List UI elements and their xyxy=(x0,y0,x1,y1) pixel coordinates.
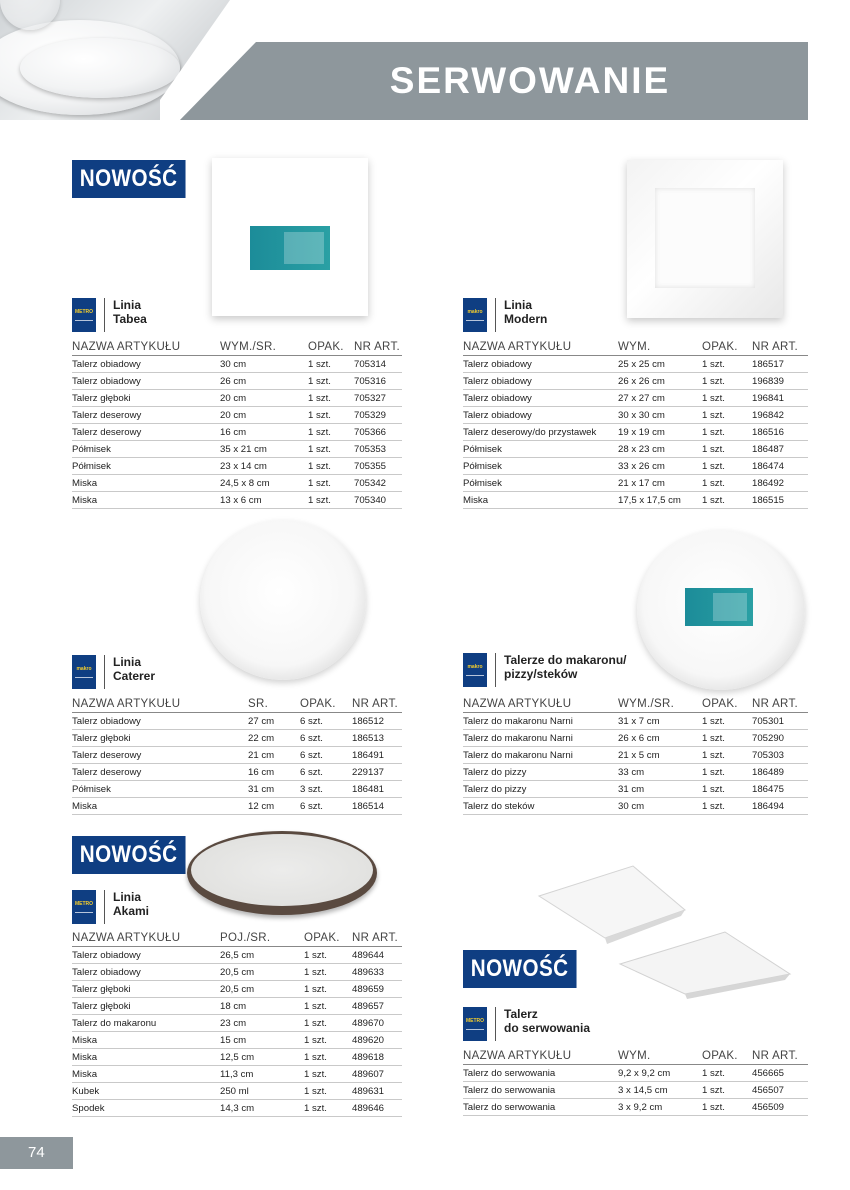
table-cell: 705355 xyxy=(354,460,387,472)
table-cell: 1 szt. xyxy=(308,358,331,370)
product-table-caterer xyxy=(72,695,402,815)
table-cell: 6 szt. xyxy=(300,732,323,744)
column-header: OPAK. xyxy=(308,340,344,353)
line-header-akami: METRO Linia Akami xyxy=(72,890,149,924)
table-cell: 186516 xyxy=(752,426,785,438)
table-cell: 12 cm xyxy=(248,800,275,812)
table-row xyxy=(72,713,402,730)
table-cell: Talerz do makaronu xyxy=(72,1017,157,1029)
makro-logo: makro xyxy=(463,298,487,332)
table-cell: 186481 xyxy=(352,783,385,795)
table-cell: 1 szt. xyxy=(304,1051,327,1063)
table-cell: 456507 xyxy=(752,1084,785,1096)
table-cell: 489644 xyxy=(352,949,385,961)
table-cell: 456509 xyxy=(752,1101,785,1113)
table-row xyxy=(72,407,402,424)
table-cell: Talerz do makaronu Narni xyxy=(463,732,573,744)
table-row xyxy=(72,441,402,458)
product-table-serving xyxy=(463,1047,808,1116)
table-row xyxy=(72,964,402,981)
column-header: NR ART. xyxy=(752,697,798,710)
table-header xyxy=(463,338,808,356)
table-cell: Talerz obiadowy xyxy=(463,375,532,387)
table-cell: 705301 xyxy=(752,715,785,727)
column-header: NAZWA ARTYKUŁU xyxy=(72,931,181,944)
table-row xyxy=(463,424,808,441)
table-cell: 1 szt. xyxy=(702,715,725,727)
table-row xyxy=(72,1032,402,1049)
table-cell: 6 szt. xyxy=(300,800,323,812)
table-header xyxy=(72,695,402,713)
table-cell: 186489 xyxy=(752,766,785,778)
line-header-tabea: METRO Linia Tabea xyxy=(72,298,147,332)
makro-logo: makro xyxy=(463,653,487,687)
table-cell: Kubek xyxy=(72,1085,100,1097)
table-cell: 1 szt. xyxy=(308,426,331,438)
table-cell: 1 szt. xyxy=(702,1101,725,1113)
column-header: OPAK. xyxy=(304,931,340,944)
column-header: NAZWA ARTYKUŁU xyxy=(72,697,181,710)
table-cell: 19 x 19 cm xyxy=(618,426,665,438)
table-cell: Miska xyxy=(463,494,489,506)
product-table-modern xyxy=(463,338,808,509)
table-row xyxy=(72,492,402,509)
table-header xyxy=(463,695,808,713)
table-cell: 186512 xyxy=(352,715,385,727)
table-cell: 1 szt. xyxy=(304,966,327,978)
table-cell: 186474 xyxy=(752,460,785,472)
product-label-image xyxy=(685,588,753,626)
column-header: NAZWA ARTYKUŁU xyxy=(463,697,572,710)
table-cell: 1 szt. xyxy=(304,983,327,995)
table-cell: Miska xyxy=(72,477,98,489)
page-number: 74 xyxy=(0,1137,73,1169)
table-row xyxy=(72,1049,402,1066)
table-cell: 1 szt. xyxy=(304,949,327,961)
table-cell: 26 cm xyxy=(220,375,247,387)
table-cell: Talerz do pizzy xyxy=(463,766,527,778)
column-header: NAZWA ARTYKUŁU xyxy=(463,340,572,353)
table-row xyxy=(463,1099,808,1116)
table-cell: 1 szt. xyxy=(702,409,725,421)
column-header: WYM. xyxy=(618,340,651,353)
table-cell: 22 cm xyxy=(248,732,275,744)
column-header: NR ART. xyxy=(354,340,400,353)
table-cell: Półmisek xyxy=(72,783,111,795)
table-row xyxy=(72,475,402,492)
table-header xyxy=(72,929,402,947)
table-cell: 31 cm xyxy=(618,783,645,795)
column-header: WYM./ŚR. xyxy=(220,340,277,353)
table-cell: 186514 xyxy=(352,800,385,812)
table-cell: Półmisek xyxy=(72,460,111,472)
table-cell: 489657 xyxy=(352,1000,385,1012)
table-cell: 1 szt. xyxy=(304,1000,327,1012)
table-row xyxy=(463,441,808,458)
table-row xyxy=(463,730,808,747)
column-header: OPAK. xyxy=(300,697,336,710)
table-cell: 3 x 14,5 cm xyxy=(618,1084,668,1096)
table-cell: Półmisek xyxy=(463,443,502,455)
table-cell: Talerz do serwowania xyxy=(463,1101,556,1113)
table-cell: 489631 xyxy=(352,1085,385,1097)
table-cell: 21 x 17 cm xyxy=(618,477,665,489)
table-cell: 26 x 26 cm xyxy=(618,375,665,387)
table-cell: Talerz deserowy xyxy=(72,749,142,761)
column-header: NR ART. xyxy=(352,931,398,944)
table-cell: 489646 xyxy=(352,1102,385,1114)
table-cell: 489659 xyxy=(352,983,385,995)
table-cell: 6 szt. xyxy=(300,715,323,727)
column-header: NAZWA ARTYKUŁU xyxy=(72,340,181,353)
table-cell: 250 ml xyxy=(220,1085,249,1097)
new-badge: NOWOŚĆ xyxy=(72,836,185,874)
table-cell: Talerz deserowy xyxy=(72,426,142,438)
table-cell: 186487 xyxy=(752,443,785,455)
table-cell: Talerz głęboki xyxy=(72,732,131,744)
line-header-caterer: makro Linia Caterer xyxy=(72,655,155,689)
table-cell: 30 x 30 cm xyxy=(618,409,665,421)
column-header: NR ART. xyxy=(752,1049,798,1062)
serving-plate-large xyxy=(620,932,790,994)
table-cell: 1 szt. xyxy=(702,766,725,778)
table-cell: 489670 xyxy=(352,1017,385,1029)
table-cell: Półmisek xyxy=(463,477,502,489)
table-cell: 9,2 x 9,2 cm xyxy=(618,1067,671,1079)
table-cell: Talerz deserowy/do przystawek xyxy=(463,426,597,438)
table-cell: 3 szt. xyxy=(300,783,323,795)
table-cell: 705327 xyxy=(354,392,387,404)
table-cell: 186491 xyxy=(352,749,385,761)
table-row xyxy=(463,781,808,798)
table-cell: 28 x 23 cm xyxy=(618,443,665,455)
table-cell: Miska xyxy=(72,494,98,506)
plate-image xyxy=(20,38,180,98)
product-label-image xyxy=(250,226,330,270)
table-cell: 30 cm xyxy=(618,800,645,812)
column-header: POJ./ŚR. xyxy=(220,931,271,944)
table-cell: 21 cm xyxy=(248,749,275,761)
table-cell: 1 szt. xyxy=(702,783,725,795)
table-cell: Talerz do serwowania xyxy=(463,1084,556,1096)
table-cell: 705342 xyxy=(354,477,387,489)
table-row xyxy=(72,356,402,373)
table-cell: 1 szt. xyxy=(702,1084,725,1096)
table-cell: 489633 xyxy=(352,966,385,978)
metro-logo: METRO xyxy=(72,298,96,332)
table-cell: 1 szt. xyxy=(702,732,725,744)
table-row xyxy=(463,390,808,407)
table-cell: 1 szt. xyxy=(304,1068,327,1080)
table-cell: Talerz głęboki xyxy=(72,392,131,404)
table-cell: 23 x 14 cm xyxy=(220,460,267,472)
table-cell: 33 cm xyxy=(618,766,645,778)
table-row xyxy=(72,390,402,407)
table-cell: 17,5 x 17,5 cm xyxy=(618,494,681,506)
table-cell: 1 szt. xyxy=(702,443,725,455)
page-title: SERWOWANIE xyxy=(389,60,671,101)
product-image-modern xyxy=(627,160,783,318)
table-cell: 186475 xyxy=(752,783,785,795)
table-cell: 196842 xyxy=(752,409,785,421)
table-cell: 489607 xyxy=(352,1068,385,1080)
table-cell: 705290 xyxy=(752,732,785,744)
table-cell: 1 szt. xyxy=(304,1034,327,1046)
table-row xyxy=(463,407,808,424)
table-cell: 1 szt. xyxy=(702,426,725,438)
table-row xyxy=(72,1083,402,1100)
table-cell: 6 szt. xyxy=(300,749,323,761)
table-cell: 16 cm xyxy=(248,766,275,778)
table-cell: 705353 xyxy=(354,443,387,455)
table-cell: 20,5 cm xyxy=(220,983,255,995)
table-cell: 1 szt. xyxy=(308,460,331,472)
table-cell: 1 szt. xyxy=(702,358,725,370)
table-cell: Miska xyxy=(72,1051,98,1063)
table-cell: Talerz obiadowy xyxy=(72,358,141,370)
line-header-modern: makro Linia Modern xyxy=(463,298,547,332)
line-header-pasta: makro Talerze do makaronu/ pizzy/steków xyxy=(463,653,626,687)
table-row xyxy=(463,373,808,390)
table-cell: 27 x 27 cm xyxy=(618,392,665,404)
table-cell: 1 szt. xyxy=(308,392,331,404)
table-cell: 705314 xyxy=(354,358,387,370)
table-cell: 23 cm xyxy=(220,1017,247,1029)
table-cell: Talerz do pizzy xyxy=(463,783,527,795)
table-row xyxy=(463,1065,808,1082)
table-cell: 186494 xyxy=(752,800,785,812)
column-header: NR ART. xyxy=(752,340,798,353)
table-cell: Talerz obiadowy xyxy=(72,715,141,727)
column-header: WYM./ŚR. xyxy=(618,697,675,710)
metro-logo: METRO xyxy=(463,1007,487,1041)
table-row xyxy=(72,798,402,815)
table-cell: Talerz obiadowy xyxy=(463,409,532,421)
table-cell: 705329 xyxy=(354,409,387,421)
table-cell: Talerz głęboki xyxy=(72,983,131,995)
product-table-akami xyxy=(72,929,402,1117)
table-cell: 26 x 6 cm xyxy=(618,732,660,744)
product-table-pasta xyxy=(463,695,808,815)
table-row xyxy=(72,947,402,964)
table-row xyxy=(463,458,808,475)
table-cell: 21 x 5 cm xyxy=(618,749,660,761)
table-row xyxy=(72,373,402,390)
table-cell: 489618 xyxy=(352,1051,385,1063)
table-row xyxy=(463,764,808,781)
table-cell: 705340 xyxy=(354,494,387,506)
column-header: NAZWA ARTYKUŁU xyxy=(463,1049,572,1062)
column-header: NR ART. xyxy=(352,697,398,710)
table-row xyxy=(72,764,402,781)
table-cell: 186513 xyxy=(352,732,385,744)
table-cell: 31 cm xyxy=(248,783,275,795)
table-row xyxy=(72,998,402,1015)
table-cell: 20 cm xyxy=(220,392,247,404)
table-cell: 31 x 7 cm xyxy=(618,715,660,727)
table-cell: 705303 xyxy=(752,749,785,761)
table-cell: 35 x 21 cm xyxy=(220,443,267,455)
table-cell: 20 cm xyxy=(220,409,247,421)
table-cell: Talerz obiadowy xyxy=(72,949,141,961)
table-cell: 1 szt. xyxy=(702,749,725,761)
table-cell: 196841 xyxy=(752,392,785,404)
table-cell: 705316 xyxy=(354,375,387,387)
new-badge: NOWOŚĆ xyxy=(463,950,576,988)
table-cell: 20,5 cm xyxy=(220,966,255,978)
table-cell: 1 szt. xyxy=(304,1017,327,1029)
table-cell: 1 szt. xyxy=(702,375,725,387)
table-cell: 1 szt. xyxy=(702,477,725,489)
table-row xyxy=(463,747,808,764)
column-header: OPAK. xyxy=(702,697,738,710)
table-cell: 33 x 26 cm xyxy=(618,460,665,472)
table-cell: 489620 xyxy=(352,1034,385,1046)
table-cell: 1 szt. xyxy=(308,477,331,489)
table-cell: Talerz deserowy xyxy=(72,766,142,778)
table-cell: Półmisek xyxy=(72,443,111,455)
table-row xyxy=(463,1082,808,1099)
table-cell: 6 szt. xyxy=(300,766,323,778)
table-cell: 456665 xyxy=(752,1067,785,1079)
table-cell: 25 x 25 cm xyxy=(618,358,665,370)
table-cell: 18 cm xyxy=(220,1000,247,1012)
table-cell: 1 szt. xyxy=(308,494,331,506)
table-row xyxy=(72,424,402,441)
table-row xyxy=(72,1015,402,1032)
product-image-akami xyxy=(187,831,377,915)
table-cell: 186515 xyxy=(752,494,785,506)
table-cell: Talerz deserowy xyxy=(72,409,142,421)
table-cell: 186517 xyxy=(752,358,785,370)
table-cell: 3 x 9,2 cm xyxy=(618,1101,663,1113)
table-row xyxy=(72,781,402,798)
table-cell: Spodek xyxy=(72,1102,105,1114)
table-cell: Miska xyxy=(72,800,98,812)
table-cell: 24,5 x 8 cm xyxy=(220,477,270,489)
table-cell: 1 szt. xyxy=(308,443,331,455)
makro-logo: makro xyxy=(72,655,96,689)
table-cell: Talerz do makaronu Narni xyxy=(463,749,573,761)
table-row xyxy=(463,492,808,509)
column-header: OPAK. xyxy=(702,340,738,353)
table-cell: Półmisek xyxy=(463,460,502,472)
table-cell: Talerz obiadowy xyxy=(463,358,532,370)
table-row xyxy=(72,730,402,747)
table-cell: 1 szt. xyxy=(702,392,725,404)
product-image-caterer xyxy=(200,520,366,680)
table-header xyxy=(463,1047,808,1065)
table-cell: Talerz do serwowania xyxy=(463,1067,556,1079)
table-cell: 1 szt. xyxy=(308,375,331,387)
table-cell: Talerz do steków xyxy=(463,800,535,812)
table-cell: 1 szt. xyxy=(304,1085,327,1097)
table-cell: 1 szt. xyxy=(702,800,725,812)
table-cell: 1 szt. xyxy=(304,1102,327,1114)
table-cell: 14,3 cm xyxy=(220,1102,255,1114)
table-cell: Miska xyxy=(72,1068,98,1080)
table-row xyxy=(72,747,402,764)
table-row xyxy=(463,475,808,492)
table-cell: 12,5 cm xyxy=(220,1051,255,1063)
table-cell: Miska xyxy=(72,1034,98,1046)
table-cell: 26,5 cm xyxy=(220,949,255,961)
table-cell: 1 szt. xyxy=(702,460,725,472)
column-header: ŚR. xyxy=(248,697,269,710)
table-row xyxy=(463,713,808,730)
column-header: WYM. xyxy=(618,1049,651,1062)
table-cell: 30 cm xyxy=(220,358,247,370)
metro-logo: METRO xyxy=(72,890,96,924)
table-cell: Talerz głęboki xyxy=(72,1000,131,1012)
line-header-serving: METRO Talerz do serwowania xyxy=(463,1007,590,1041)
serving-plate-small xyxy=(539,866,685,938)
table-row xyxy=(463,798,808,815)
table-cell: 13 x 6 cm xyxy=(220,494,262,506)
table-cell: 196839 xyxy=(752,375,785,387)
table-cell: Talerz obiadowy xyxy=(463,392,532,404)
table-row xyxy=(72,1100,402,1117)
new-badge: NOWOŚĆ xyxy=(72,160,185,198)
table-cell: Talerz obiadowy xyxy=(72,966,141,978)
table-cell: 15 cm xyxy=(220,1034,247,1046)
table-cell: 1 szt. xyxy=(308,409,331,421)
table-cell: 229137 xyxy=(352,766,385,778)
table-row xyxy=(72,1066,402,1083)
table-row xyxy=(72,981,402,998)
column-header: OPAK. xyxy=(702,1049,738,1062)
table-cell: 186492 xyxy=(752,477,785,489)
table-cell: 1 szt. xyxy=(702,1067,725,1079)
table-header xyxy=(72,338,402,356)
table-cell: 11,3 cm xyxy=(220,1068,254,1080)
table-row xyxy=(72,458,402,475)
table-cell: 16 cm xyxy=(220,426,247,438)
table-cell: Talerz obiadowy xyxy=(72,375,141,387)
table-cell: 27 cm xyxy=(248,715,275,727)
table-cell: Talerz do makaronu Narni xyxy=(463,715,573,727)
table-cell: 1 szt. xyxy=(702,494,725,506)
product-table-tabea xyxy=(72,338,402,509)
table-cell: 705366 xyxy=(354,426,387,438)
table-row xyxy=(463,356,808,373)
